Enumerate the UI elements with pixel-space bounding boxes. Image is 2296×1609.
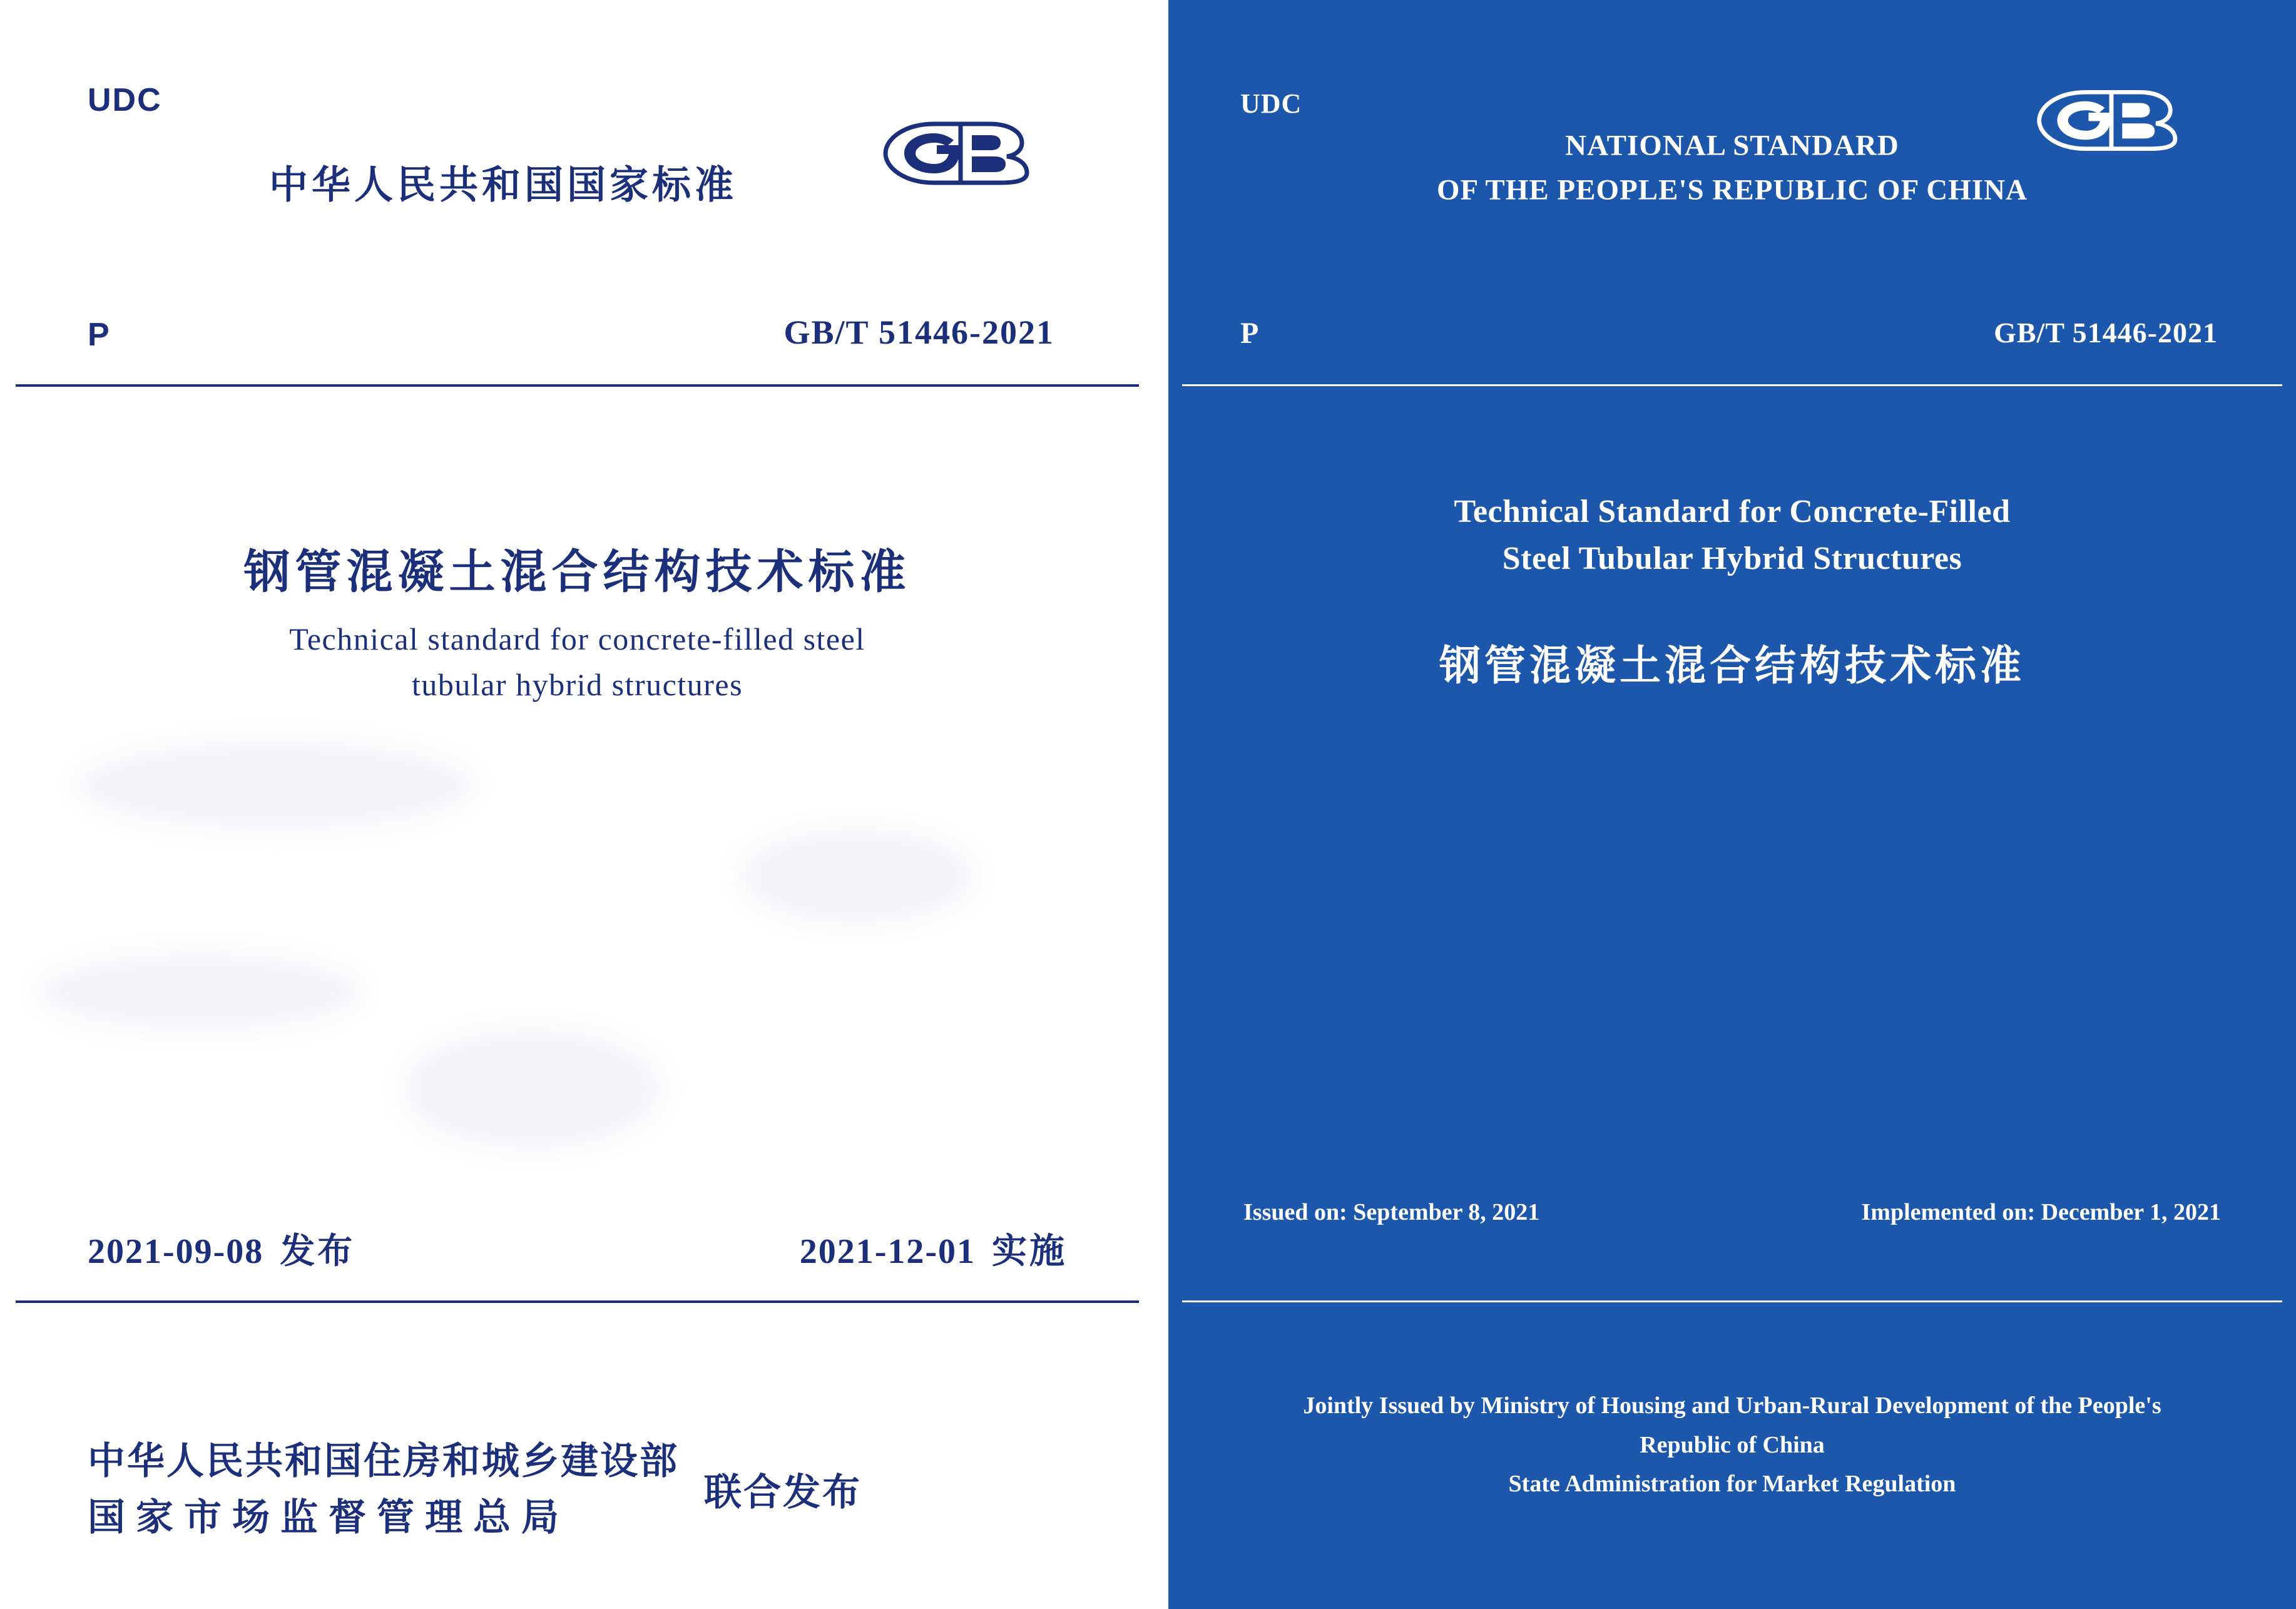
title-en-line-2: Steel Tubular Hybrid Structures — [1502, 541, 1962, 577]
issuer-line-3-en: State Administration for Market Regulation — [1508, 1471, 1956, 1498]
english-cover-page — [1168, 0, 2296, 1609]
category-letter-en: P — [1240, 317, 1259, 350]
issuer-line-1-en: Jointly Issued by Ministry of Housing and Urban-Rural Development of the People's — [1303, 1392, 2161, 1419]
divider-bottom-en — [1182, 1300, 2282, 1302]
category-letter-cn: P — [88, 317, 110, 353]
issued-on-en: Issued on: September 8, 2021 — [1243, 1199, 1540, 1225]
paper-smudge — [401, 1026, 663, 1152]
implement-label-cn: 实施 — [992, 1231, 1067, 1272]
dates-row-en — [1243, 1198, 2221, 1226]
standard-code-en: GB/T 51446-2021 — [1994, 317, 2218, 349]
document-title-en — [1281, 488, 2183, 583]
title-en-line-2: tubular hybrid structures — [411, 667, 743, 702]
issuer-line-2-en: Republic of China — [1640, 1431, 1825, 1458]
issuer-names-cn — [88, 1433, 679, 1546]
divider-top-en — [1182, 384, 2282, 386]
gb-logo-icon — [867, 113, 1054, 194]
organization-line-2: OF THE PEOPLE'S REPUBLIC OF CHINA — [1437, 173, 2028, 206]
document-title-cn: 钢管混凝土混合结构技术标准 — [243, 545, 911, 599]
title-en-line-1: Technical standard for concrete-filled steel — [289, 621, 865, 656]
paper-smudge — [75, 738, 476, 832]
joint-issue-label-cn: 联合发布 — [704, 1471, 862, 1515]
implemented-on-en: Implemented on: December 1, 2021 — [1861, 1199, 2221, 1225]
organization-line-1: NATIONAL STANDARD — [1565, 129, 1899, 162]
issuer-line-2-cn: 国家市场监督管理总局 — [88, 1496, 569, 1540]
title-en-line-1: Technical Standard for Concrete-Filled — [1454, 494, 2011, 529]
divider-bottom-cn — [16, 1300, 1139, 1303]
paper-smudge — [738, 826, 976, 926]
paper-smudge — [38, 951, 363, 1033]
issue-date-group — [88, 1223, 355, 1274]
divider-top-cn — [16, 384, 1139, 387]
udc-label: UDC — [88, 82, 162, 118]
issuer-line-1-cn: 中华人民共和国住房和城乡建设部 — [88, 1439, 679, 1483]
document-title-cn-en-cover: 钢管混凝土混合结构技术标准 — [1439, 641, 2025, 690]
document-title-en-cn-cover — [169, 616, 986, 707]
dates-row-cn — [88, 1223, 1067, 1274]
implement-date-cn: 2021-12-01 — [799, 1232, 976, 1271]
standard-code-cn: GB/T 51446-2021 — [783, 314, 1054, 351]
issue-date-cn: 2021-09-08 — [88, 1232, 264, 1271]
issuers-block-cn — [88, 1433, 862, 1546]
gb-logo-icon — [2021, 81, 2202, 160]
issuers-block-en — [1243, 1386, 2221, 1504]
udc-label-en: UDC — [1240, 88, 1302, 119]
issuing-organization-cn: 中华人民共和国国家标准 — [269, 161, 738, 208]
implement-date-group — [800, 1223, 1067, 1274]
issue-label-cn: 发布 — [280, 1231, 355, 1272]
